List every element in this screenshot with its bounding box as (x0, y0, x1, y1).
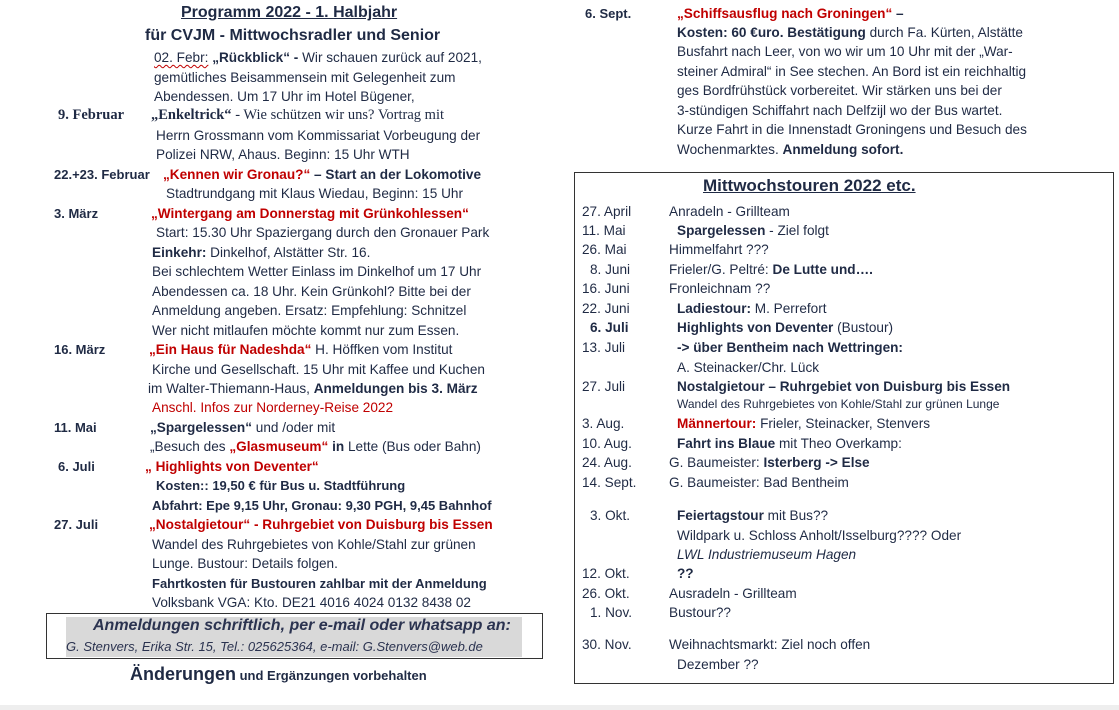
tour-row (669, 279, 770, 299)
tour-date: 3. Aug. (582, 416, 625, 431)
event-date: 02. Febr: (154, 50, 209, 65)
tour-subtext: LWL Industriemuseum Hagen (677, 547, 857, 562)
tour-date: 8. Juni (590, 262, 631, 277)
tour-title: Ladiestour: (677, 301, 752, 316)
tour-row (669, 473, 849, 493)
event-sep06-line7 (677, 140, 903, 160)
tour-text: M. Perrefort (751, 301, 827, 316)
event-text: 3-stündigen Schiffahrt nach Delfzijl wo der Bus wartet. (677, 103, 1003, 118)
tour-title: Fahrt ins Blaue (677, 436, 776, 451)
event-date: 16. März (54, 342, 106, 357)
event-date: 27. Juli (54, 517, 99, 532)
tour-date: 24. Aug. (582, 455, 632, 470)
tour-row (677, 434, 902, 454)
event-note: Anschl. Infos zur Norderney-Reise 2022 (152, 400, 394, 415)
changes-note (130, 664, 427, 685)
event-title: „ Highlights von Deventer“ (145, 459, 319, 474)
event-sep06-line0 (677, 4, 904, 24)
event-text: steiner Admiral“ in See stechen. An Bord ist ein reichhaltig (677, 64, 1027, 79)
event-may11-line2 (150, 437, 481, 457)
event-text: „Besuch des (150, 439, 230, 454)
event-text: Abendessen. Um 17 Uhr im Hotel Bügener, (154, 89, 415, 104)
tour-text: mit Theo Overkamp: (775, 436, 902, 451)
event-text: im Walter-Thiemann-Haus, (148, 381, 314, 396)
event-may11-line1 (150, 418, 335, 438)
tour-row (669, 240, 769, 260)
tour-title: De Lutte und…. (772, 262, 873, 277)
tour-row (677, 299, 827, 319)
event-title: „Wintergang am Donnerstag mit Grünkohlessen“ (151, 206, 469, 221)
event-title: „Spargelessen“ (150, 420, 252, 435)
changes-heading: Änderungen (130, 664, 236, 684)
event-mar16-line1 (149, 340, 452, 360)
event-text: Lette (Bus oder Bahn) (344, 439, 481, 454)
tour-row (669, 260, 873, 280)
event-feb22-line1 (163, 165, 481, 185)
changes-text: und Ergänzungen vorbehalten (236, 668, 427, 683)
tour-row (677, 414, 930, 434)
tour-row (677, 221, 829, 241)
event-text: Wir schauen zurück auf 2021, (298, 50, 482, 65)
event-text-bold: – (892, 6, 904, 21)
event-feb02-line1 (154, 48, 482, 68)
tour-date: 14. Sept. (582, 475, 637, 490)
event-title: „Nostalgietour“ (149, 517, 251, 532)
event-text: – Start an der Lokomotive (310, 167, 481, 182)
event-date: 9. Februar (58, 107, 125, 123)
tour-row (677, 506, 828, 526)
tour-row (677, 338, 903, 358)
tour-title: Nostalgietour – Ruhrgebiet von Duisburg bis Essen (677, 379, 1011, 394)
tour-date: 27. Juli (582, 379, 626, 394)
tour-row (669, 584, 797, 604)
event-text: Wandel des Ruhrgebietes von Kohle/Stahl zur grünen (152, 537, 476, 552)
tour-subtext: Wandel des Ruhrgebietes von Kohle/Stahl zur grünen Lunge (677, 397, 1000, 411)
tour-title: -> über Bentheim nach Wettringen: (677, 340, 903, 355)
event-label: Einkehr: (152, 245, 207, 260)
tour-row (677, 377, 1010, 397)
tour-text: Himmelfahrt ??? (669, 242, 769, 257)
tour-row (669, 453, 870, 473)
event-text: ges Bordfrühstück vorbereitet. Wir stärken uns bei der (677, 83, 1002, 98)
event-text-bold: Kosten:: 19,50 € für Bus u. Stadtführung (156, 478, 406, 493)
tour-row (669, 603, 731, 623)
event-date: 11. Mai (54, 420, 97, 435)
event-text-bold: Anmeldungen bis 3. März (313, 381, 478, 396)
tour-date: 10. Aug. (582, 436, 632, 451)
event-text: durch Fa. Kürten, Alstätte (865, 25, 1023, 40)
tour-row (669, 635, 870, 655)
tour-subtext: Dezember ?? (677, 657, 759, 672)
event-text-bold: Fahrtkosten für Bustouren zahlbar mit der Anmeldung (152, 576, 487, 591)
event-date: 6. Sept. (585, 6, 632, 21)
tour-row (677, 318, 893, 338)
event-title: „Glasmuseum“ (229, 439, 329, 454)
registration-contact: G. Stenvers, Erika Str. 15, Tel.: 025625364, e-mail: G.Stenvers@web.de (66, 639, 483, 654)
tour-title: Feiertagstour (677, 508, 764, 523)
event-jul27-line1 (149, 515, 493, 535)
tour-text: Ausradeln - Grillteam (669, 586, 797, 601)
tour-text: Weihnachtsmarkt: Ziel noch offen (669, 637, 871, 652)
event-mar16-line3 (148, 379, 478, 399)
event-sep06-line1 (677, 23, 1023, 43)
tour-text: (Bustour) (833, 320, 894, 335)
event-text: H. Höffken vom Institut (311, 342, 453, 357)
tour-text: mit Bus?? (763, 508, 829, 523)
tour-text: - Ziel folgt (765, 223, 829, 238)
event-text: Start: 15.30 Uhr Spaziergang durch den Gronauer Park (156, 225, 490, 240)
event-text-bold: Anmeldung sofort. (782, 142, 904, 157)
event-text-bold: Abfahrt: Epe 9,15 Uhr, Gronau: 9,30 PGH, 9,45 Bahnhof (152, 498, 492, 513)
event-title: „Ein Haus für Nadeshda“ (149, 342, 312, 357)
tour-row (669, 202, 790, 222)
event-text: Kurze Fahrt in die Innenstadt Groningens und Besuch des (677, 122, 1027, 137)
event-text: gemütliches Beisammensein mit Gelegenheit zum (154, 70, 456, 85)
event-text: Polizei NRW, Ahaus. Beginn: 15 Uhr WTH (156, 147, 410, 162)
registration-heading: Anmeldungen schriftlich, per e-mail oder whatsapp an: (93, 617, 511, 634)
tour-date: 3. Okt. (590, 508, 631, 523)
event-text: - Wie schützen wir uns? Vortrag mit (231, 107, 445, 123)
tour-date: 16. Juni (582, 281, 630, 296)
tour-date: 26. Mai (582, 242, 627, 257)
page-bottom-edge (0, 705, 1119, 710)
event-date: 6. Juli (58, 459, 95, 474)
tour-subtext: Wildpark u. Schloss Anholt/Isselburg???? Oder (677, 528, 962, 543)
event-text: Busfahrt nach Leer, von wo wir um 10 Uhr mit der „War- (677, 44, 1013, 59)
event-text: Stadtrundgang mit Klaus Wiedau, Beginn: 15 Uhr (166, 186, 463, 201)
tour-title: ?? (677, 566, 694, 581)
tours-title: Mittwochstouren 2022 etc. (703, 176, 916, 195)
tour-date: 11. Mai (582, 223, 626, 238)
tour-text: Anradeln - Grillteam (669, 204, 790, 219)
event-text-bold: Kosten: 60 €uro. Bestätigung (677, 25, 866, 40)
tour-title: Männertour: (677, 416, 757, 431)
tour-subtext: A. Steinacker/Chr. Lück (677, 360, 820, 375)
event-date: 3. März (54, 206, 99, 221)
event-date: 22.+23. Februar (54, 167, 150, 182)
tour-text: G. Baumeister: (669, 455, 764, 470)
event-text: Abendessen ca. 18 Uhr. Kein Grünkohl? Bitte bei der (152, 284, 471, 299)
event-text: Anmeldung angeben. Ersatz: Empfehlung: Schnitzel (152, 303, 467, 318)
tour-text: Frieler, Steinacker, Stenvers (756, 416, 931, 431)
event-text: und /oder mit (252, 420, 336, 435)
event-text-bold: - Ruhrgebiet von Duisburg bis Essen (250, 517, 493, 532)
event-text: Wer nicht mitlaufen möchte kommt nur zum Essen. (152, 323, 460, 338)
tour-date: 12. Okt. (582, 566, 630, 581)
tour-title: Highlights von Deventer (677, 320, 834, 335)
tour-row (677, 564, 694, 584)
event-title: „Kennen wir Gronau?“ (163, 167, 311, 182)
event-text: Kirche und Gesellschaft. 15 Uhr mit Kaffee und Kuchen (152, 362, 485, 377)
event-title: „Enkeltrick“ (151, 107, 232, 123)
tour-date: 1. Nov. (590, 605, 633, 620)
event-feb09-line1 (151, 106, 444, 126)
tour-date: 26. Okt. (582, 586, 630, 601)
tour-text: Frieler/G. Peltré: (669, 262, 773, 277)
event-text-bold: in (328, 439, 345, 454)
tour-date: 30. Nov. (582, 637, 632, 652)
tour-title: Isterberg -> Else (763, 455, 870, 470)
tour-date: 13. Juli (582, 340, 626, 355)
event-text: Herrn Grossmann vom Kommissariat Vorbeugung der (156, 128, 481, 143)
event-text: Bei schlechtem Wetter Einlass im Dinkelhof um 17 Uhr (152, 264, 482, 279)
tour-date: 22. Juni (582, 301, 630, 316)
tour-title: Spargelessen (677, 223, 766, 238)
event-text: Lunge. Bustour: Details folgen. (152, 556, 338, 571)
tour-date: 6. Juli (590, 320, 629, 335)
tour-date: 27. April (582, 204, 632, 219)
event-mar03-line2 (152, 243, 370, 263)
tour-text: Fronleichnam ?? (669, 281, 771, 296)
page-title: Programm 2022 - 1. Halbjahr (181, 4, 398, 21)
event-text: Dinkelhof, Alstätter Str. 16. (206, 245, 371, 260)
event-text: Wochenmarktes. (677, 142, 783, 157)
event-title: „Schiffsausflug nach Groningen“ (677, 6, 893, 21)
event-text: Volksbank VGA: Kto. DE21 4016 4024 0132 8438 02 (152, 595, 471, 610)
event-title: „Rückblick“ - (212, 50, 299, 65)
page-subtitle: für CVJM - Mittwochsradler und Senior (145, 27, 441, 44)
tour-text: Bustour?? (669, 605, 731, 620)
tour-text: G. Baumeister: Bad Bentheim (669, 475, 849, 490)
